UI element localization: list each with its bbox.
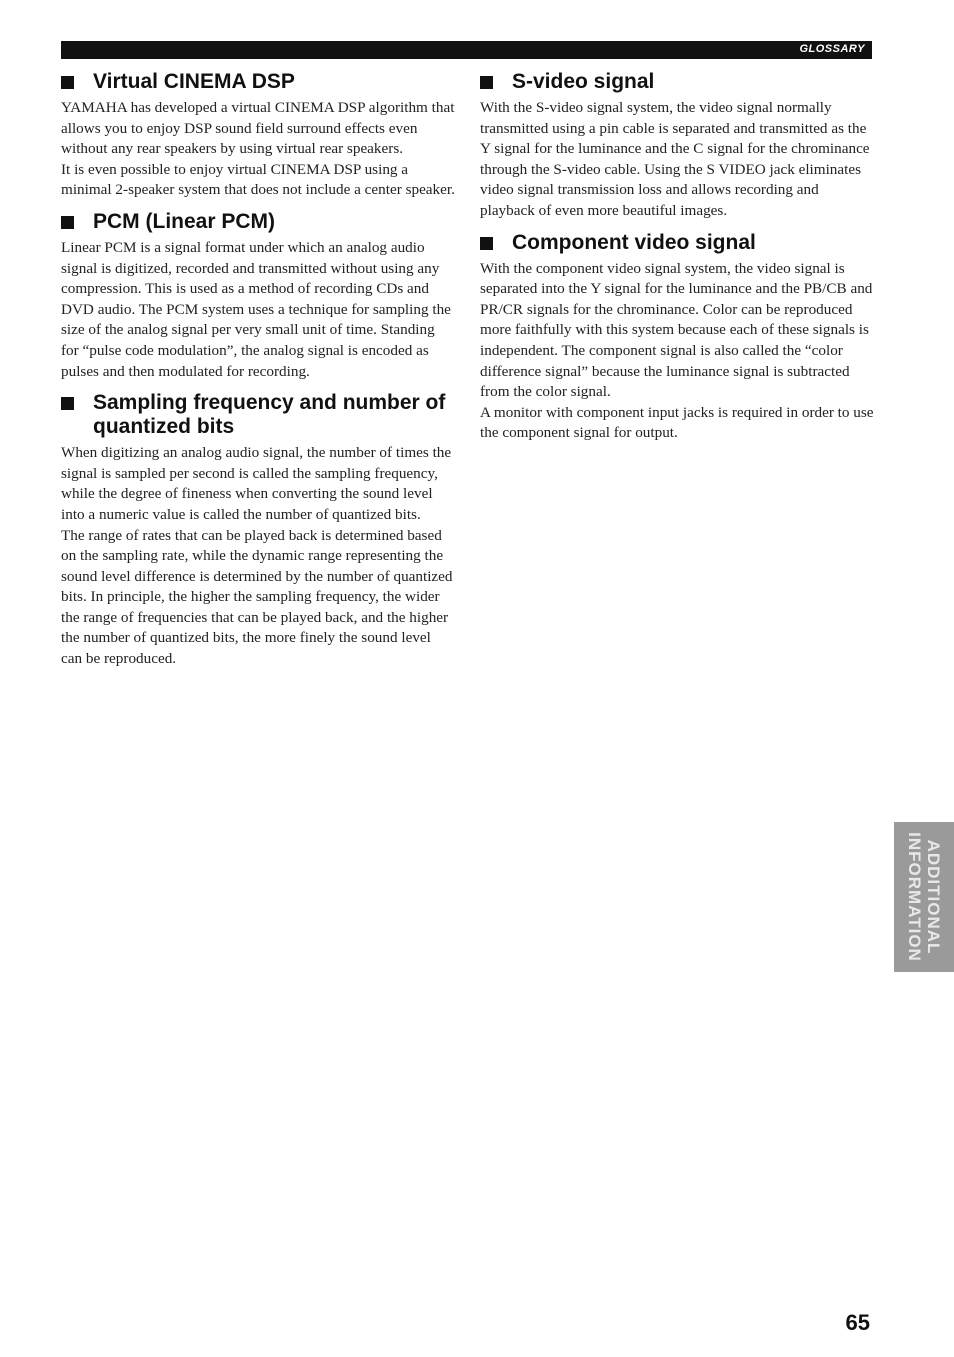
heading-text: Sampling frequency and number of quantized bits <box>93 391 446 439</box>
paragraph: With the S-video signal system, the video signal normally transmitted using a pin cable is separated and transmitted as the Y signal for the luminance and the C signal for the chrominance through the S-video cable. Using the S VIDEO jack eliminates video signal transmission loss and allows recording and playback of even more beautiful images. <box>480 99 870 219</box>
square-bullet-icon <box>61 397 74 410</box>
heading-text: Virtual CINEMA DSP <box>93 70 295 93</box>
section-component-video <box>480 231 874 444</box>
paragraph: Linear PCM is a signal format under which an analog audio signal is digitized, recorded and transmitted without using any compression. This is used as a method of recording CDs and DVD audio. The PCM system uses a technique for sampling the size of the analog signal per very small unit of time. Standing for “pulse code modulation”, the analog signal is encoded as pulses and then modulated for recording. <box>61 238 451 380</box>
section-heading <box>61 70 455 94</box>
side-tab-label <box>894 822 954 972</box>
additional-information-tab <box>894 822 954 972</box>
heading-text: Component video signal <box>512 230 756 254</box>
paragraph: YAMAHA has developed a virtual CINEMA DSP algorithm that allows you to enjoy DSP sound field surround effects even without any rear speakers by using virtual rear speakers. <box>61 99 455 158</box>
paragraph: The range of rates that can be played back is determined based on the sampling rate, while the dynamic range representing the sound level difference is determined by the number of quantized bits. In principle, the higher the sampling frequency, the wider the range of frequencies that can be played back, and the higher the number of quantized bits, the more finely the sound level can be reproduced. <box>61 526 453 668</box>
section-pcm <box>61 210 455 382</box>
paragraph: When digitizing an analog audio signal, the number of times the signal is sampled per second is called the sampling frequency, while the degree of fineness when converting the sound level into a numeric value is called the number of quantized bits. <box>61 444 452 523</box>
section-heading <box>61 391 455 439</box>
page-number: 65 <box>845 1310 870 1335</box>
glossary-label: GLOSSARY <box>799 43 865 55</box>
heading-text: PCM (Linear PCM) <box>93 209 276 233</box>
square-bullet-icon <box>61 76 74 89</box>
square-bullet-icon <box>480 237 493 250</box>
side-tab-line2: INFORMATION <box>905 832 924 962</box>
left-column <box>61 70 455 679</box>
heading-text: S-video signal <box>512 70 655 93</box>
square-bullet-icon <box>61 216 74 229</box>
section-heading <box>61 210 455 234</box>
glossary-header-bar <box>61 41 872 59</box>
paragraph: It is even possible to enjoy virtual CINEMA DSP using a minimal 2-speaker system that does not include a center speaker. <box>61 160 455 199</box>
section-s-video <box>480 70 874 222</box>
paragraph: With the component video signal system, the video signal is separated into the Y signal for the luminance and the PB/CB and PR/CR signals for the chrominance. Color can be reproduced more faithfully with this system because each of these signals is independent. The component signal is also called the “color difference signal” because the luminance signal is subtracted from the color signal. <box>480 259 873 401</box>
section-sampling-frequency <box>61 391 455 670</box>
section-heading <box>480 70 874 94</box>
section-virtual-cinema-dsp <box>61 70 455 201</box>
section-heading <box>480 231 874 255</box>
side-tab-line1: ADDITIONAL <box>924 839 943 955</box>
right-column <box>480 70 874 453</box>
square-bullet-icon <box>480 76 493 89</box>
paragraph: A monitor with component input jacks is required in order to use the component signal for output. <box>480 403 874 442</box>
